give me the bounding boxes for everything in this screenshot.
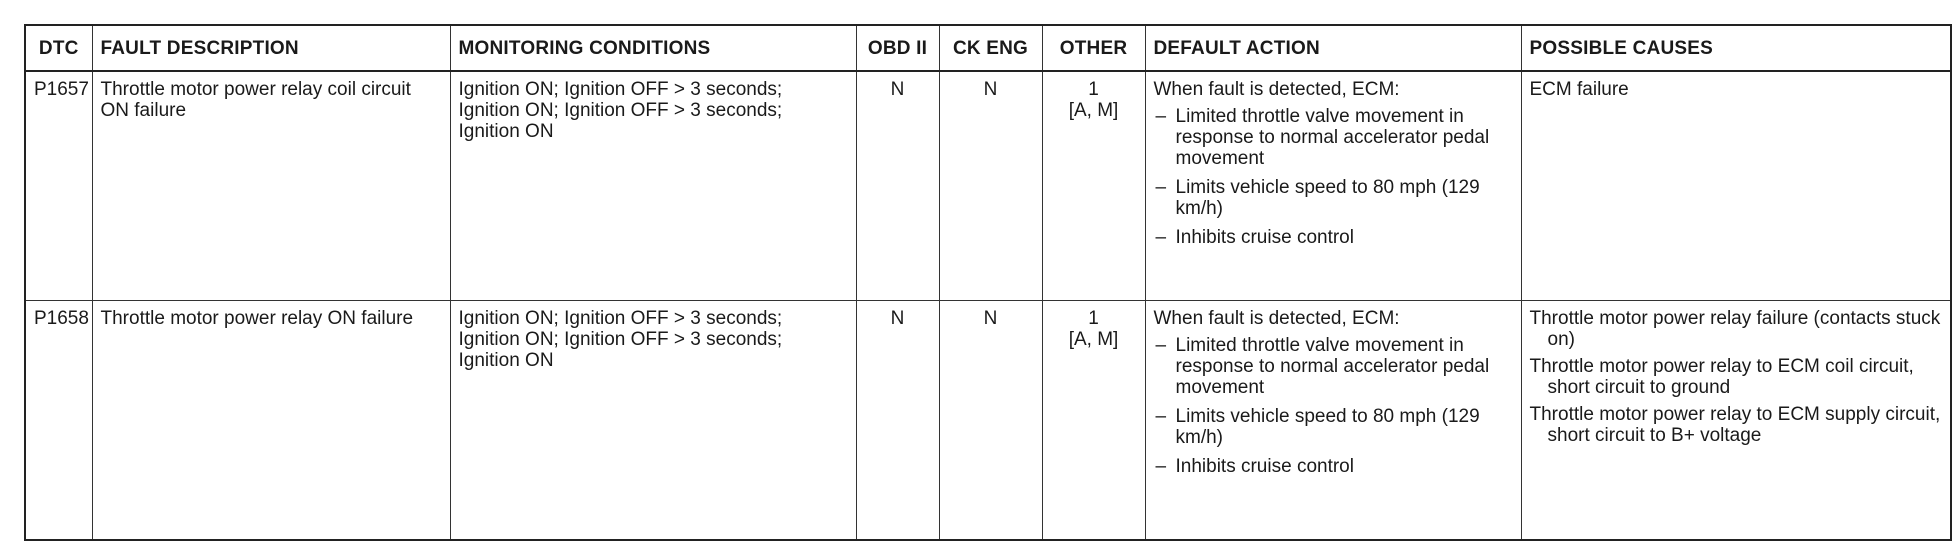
obd-ii-value: N xyxy=(856,71,939,301)
default-action-item: – Limits vehicle speed to 80 mph (129 km/h) xyxy=(1154,177,1513,219)
default-action-item: – Limits vehicle speed to 80 mph (129 km/h) xyxy=(1154,406,1513,448)
dtc-code: P1657 xyxy=(25,71,92,301)
dtc-code: P1658 xyxy=(25,301,92,541)
header-row xyxy=(25,25,1951,71)
other-cell xyxy=(1042,71,1145,301)
default-action-list xyxy=(1154,106,1513,248)
possible-cause-item: Throttle motor power relay to ECM coil circuit, short circuit to ground xyxy=(1529,356,1914,398)
other-flags: [A, M] xyxy=(1068,100,1119,121)
possible-causes-list xyxy=(1530,79,1943,100)
obd-ii-value: N xyxy=(856,301,939,541)
default-action-item: – Limited throttle valve movement in response to normal accelerator pedal movement xyxy=(1154,106,1513,169)
fault-description: Throttle motor power relay coil circuit ON failure xyxy=(92,71,450,301)
header-ck-eng: CK ENG xyxy=(939,25,1042,71)
default-action-list xyxy=(1154,335,1513,477)
header-possible-causes: POSSIBLE CAUSES xyxy=(1521,25,1951,71)
default-action-cell xyxy=(1145,301,1521,541)
possible-causes-cell xyxy=(1521,71,1951,301)
default-action-lead: When fault is detected, ECM: xyxy=(1153,79,1400,100)
header-dtc: DTC xyxy=(25,25,92,71)
table-row xyxy=(25,71,1951,301)
possible-cause-item: Throttle motor power relay failure (contacts stuck on) xyxy=(1529,308,1941,350)
header-other: OTHER xyxy=(1042,25,1145,71)
header-fault-description: FAULT DESCRIPTION xyxy=(92,25,450,71)
default-action-item: – Inhibits cruise control xyxy=(1154,456,1513,477)
dtc-table xyxy=(24,24,1952,541)
monitoring-conditions: Ignition ON; Ignition OFF > 3 seconds; Ignition ON; Ignition OFF > 3 seconds; Ignition ON xyxy=(450,301,856,541)
header-obd-ii: OBD II xyxy=(856,25,939,71)
default-action-item: – Limited throttle valve movement in response to normal accelerator pedal movement xyxy=(1154,335,1513,398)
ck-eng-value: N xyxy=(939,71,1042,301)
table-row xyxy=(25,301,1951,541)
header-default-action: DEFAULT ACTION xyxy=(1145,25,1521,71)
default-action-cell xyxy=(1145,71,1521,301)
other-flags: [A, M] xyxy=(1068,329,1119,350)
fault-description: Throttle motor power relay ON failure xyxy=(92,301,450,541)
possible-cause-item: Throttle motor power relay to ECM supply circuit, short circuit to B+ voltage xyxy=(1529,404,1941,446)
default-action-lead: When fault is detected, ECM: xyxy=(1153,308,1400,329)
possible-causes-list xyxy=(1530,308,1943,446)
ck-eng-value: N xyxy=(939,301,1042,541)
other-code: 1 xyxy=(1088,79,1099,100)
default-action-item: – Inhibits cruise control xyxy=(1154,227,1513,248)
possible-causes-cell xyxy=(1521,301,1951,541)
other-code: 1 xyxy=(1088,308,1099,329)
possible-cause-item: ECM failure xyxy=(1529,79,1629,100)
other-cell xyxy=(1042,301,1145,541)
monitoring-conditions: Ignition ON; Ignition OFF > 3 seconds; Ignition ON; Ignition OFF > 3 seconds; Ignition ON xyxy=(450,71,856,301)
header-monitoring-conditions: MONITORING CONDITIONS xyxy=(450,25,856,71)
